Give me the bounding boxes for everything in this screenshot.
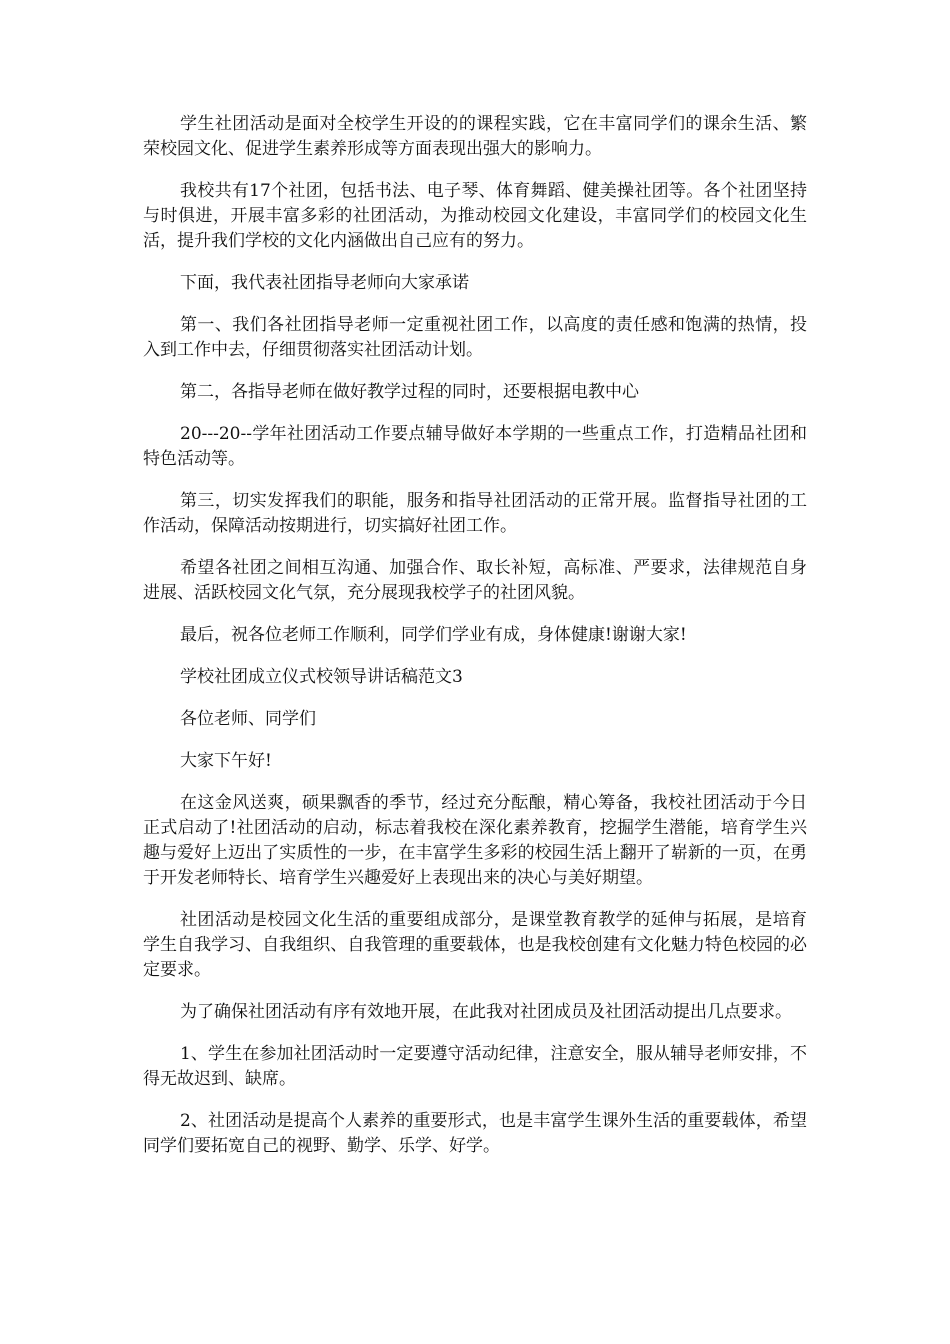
paragraph: 为了确保社团活动有序有效地开展，在此我对社团成员及社团活动提出几点要求。 (180, 1002, 792, 1022)
salutation: 各位老师、同学们 (180, 709, 316, 729)
paragraph: 20---20--学年社团活动工作要点辅导做好本学期的一些重点工作，打造精品社团和特色活动等。 (143, 424, 807, 469)
paragraph: 第一、我们各社团指导老师一定重视社团工作，以高度的责任感和饱满的热情，投入到工作中去，仔细贯彻落实社团活动计划。 (143, 315, 807, 360)
paragraph: 在这金风送爽，硕果飘香的季节，经过充分酝酿，精心筹备，我校社团活动于今日正式启动了!社团活动的启动，标志着我校在深化素养教育，挖掘学生潜能，培育学生兴趣与爱好上迈出了实质性的一步，在丰富学生多彩的校园生活上翻开了崭新的一页，在勇于开发老师特长、培育学生兴趣爱好上表现出来的决心与美好期望。 (143, 793, 807, 888)
paragraph: 最后，祝各位老师工作顺利，同学们学业有成，身体健康!谢谢大家! (180, 625, 687, 645)
document-body (143, 112, 807, 1176)
paragraph: 学生社团活动是面对全校学生开设的的课程实践，它在丰富同学们的课余生活、繁荣校园文化、促进学生素养形成等方面表现出强大的影响力。 (143, 114, 807, 159)
greeting: 大家下午好! (180, 751, 272, 771)
paragraph: 希望各社团之间相互沟通、加强合作、取长补短，高标准、严要求，法律规范自身进展、活跃校园文化气氛，充分展现我校学子的社团风貌。 (143, 558, 807, 603)
list-item: 1、学生在参加社团活动时一定要遵守活动纪律，注意安全，服从辅导老师安排，不得无故迟到、缺席。 (143, 1044, 807, 1089)
paragraph: 第二，各指导老师在做好教学过程的同时，还要根据电教中心 (180, 382, 639, 402)
paragraph: 第三，切实发挥我们的职能，服务和指导社团活动的正常开展。监督指导社团的工作活动，保障活动按期进行，切实搞好社团工作。 (143, 491, 807, 536)
paragraph: 社团活动是校园文化生活的重要组成部分，是课堂教育教学的延伸与拓展，是培育学生自我学习、自我组织、自我管理的重要载体，也是我校创建有文化魅力特色校园的必定要求。 (143, 910, 807, 980)
paragraph: 我校共有17个社团，包括书法、电子琴、体育舞蹈、健美操社团等。各个社团坚持与时俱进，开展丰富多彩的社团活动，为推动校园文化建设，丰富同学们的校园文化生活，提升我们学校的文化内涵做出自己应有的努力。 (143, 181, 807, 251)
paragraph: 下面，我代表社团指导老师向大家承诺 (180, 273, 469, 293)
section-title: 学校社团成立仪式校领导讲话稿范文3 (180, 667, 463, 687)
list-item: 2、社团活动是提高个人素养的重要形式，也是丰富学生课外生活的重要载体，希望同学们要拓宽自己的视野、勤学、乐学、好学。 (143, 1111, 807, 1156)
